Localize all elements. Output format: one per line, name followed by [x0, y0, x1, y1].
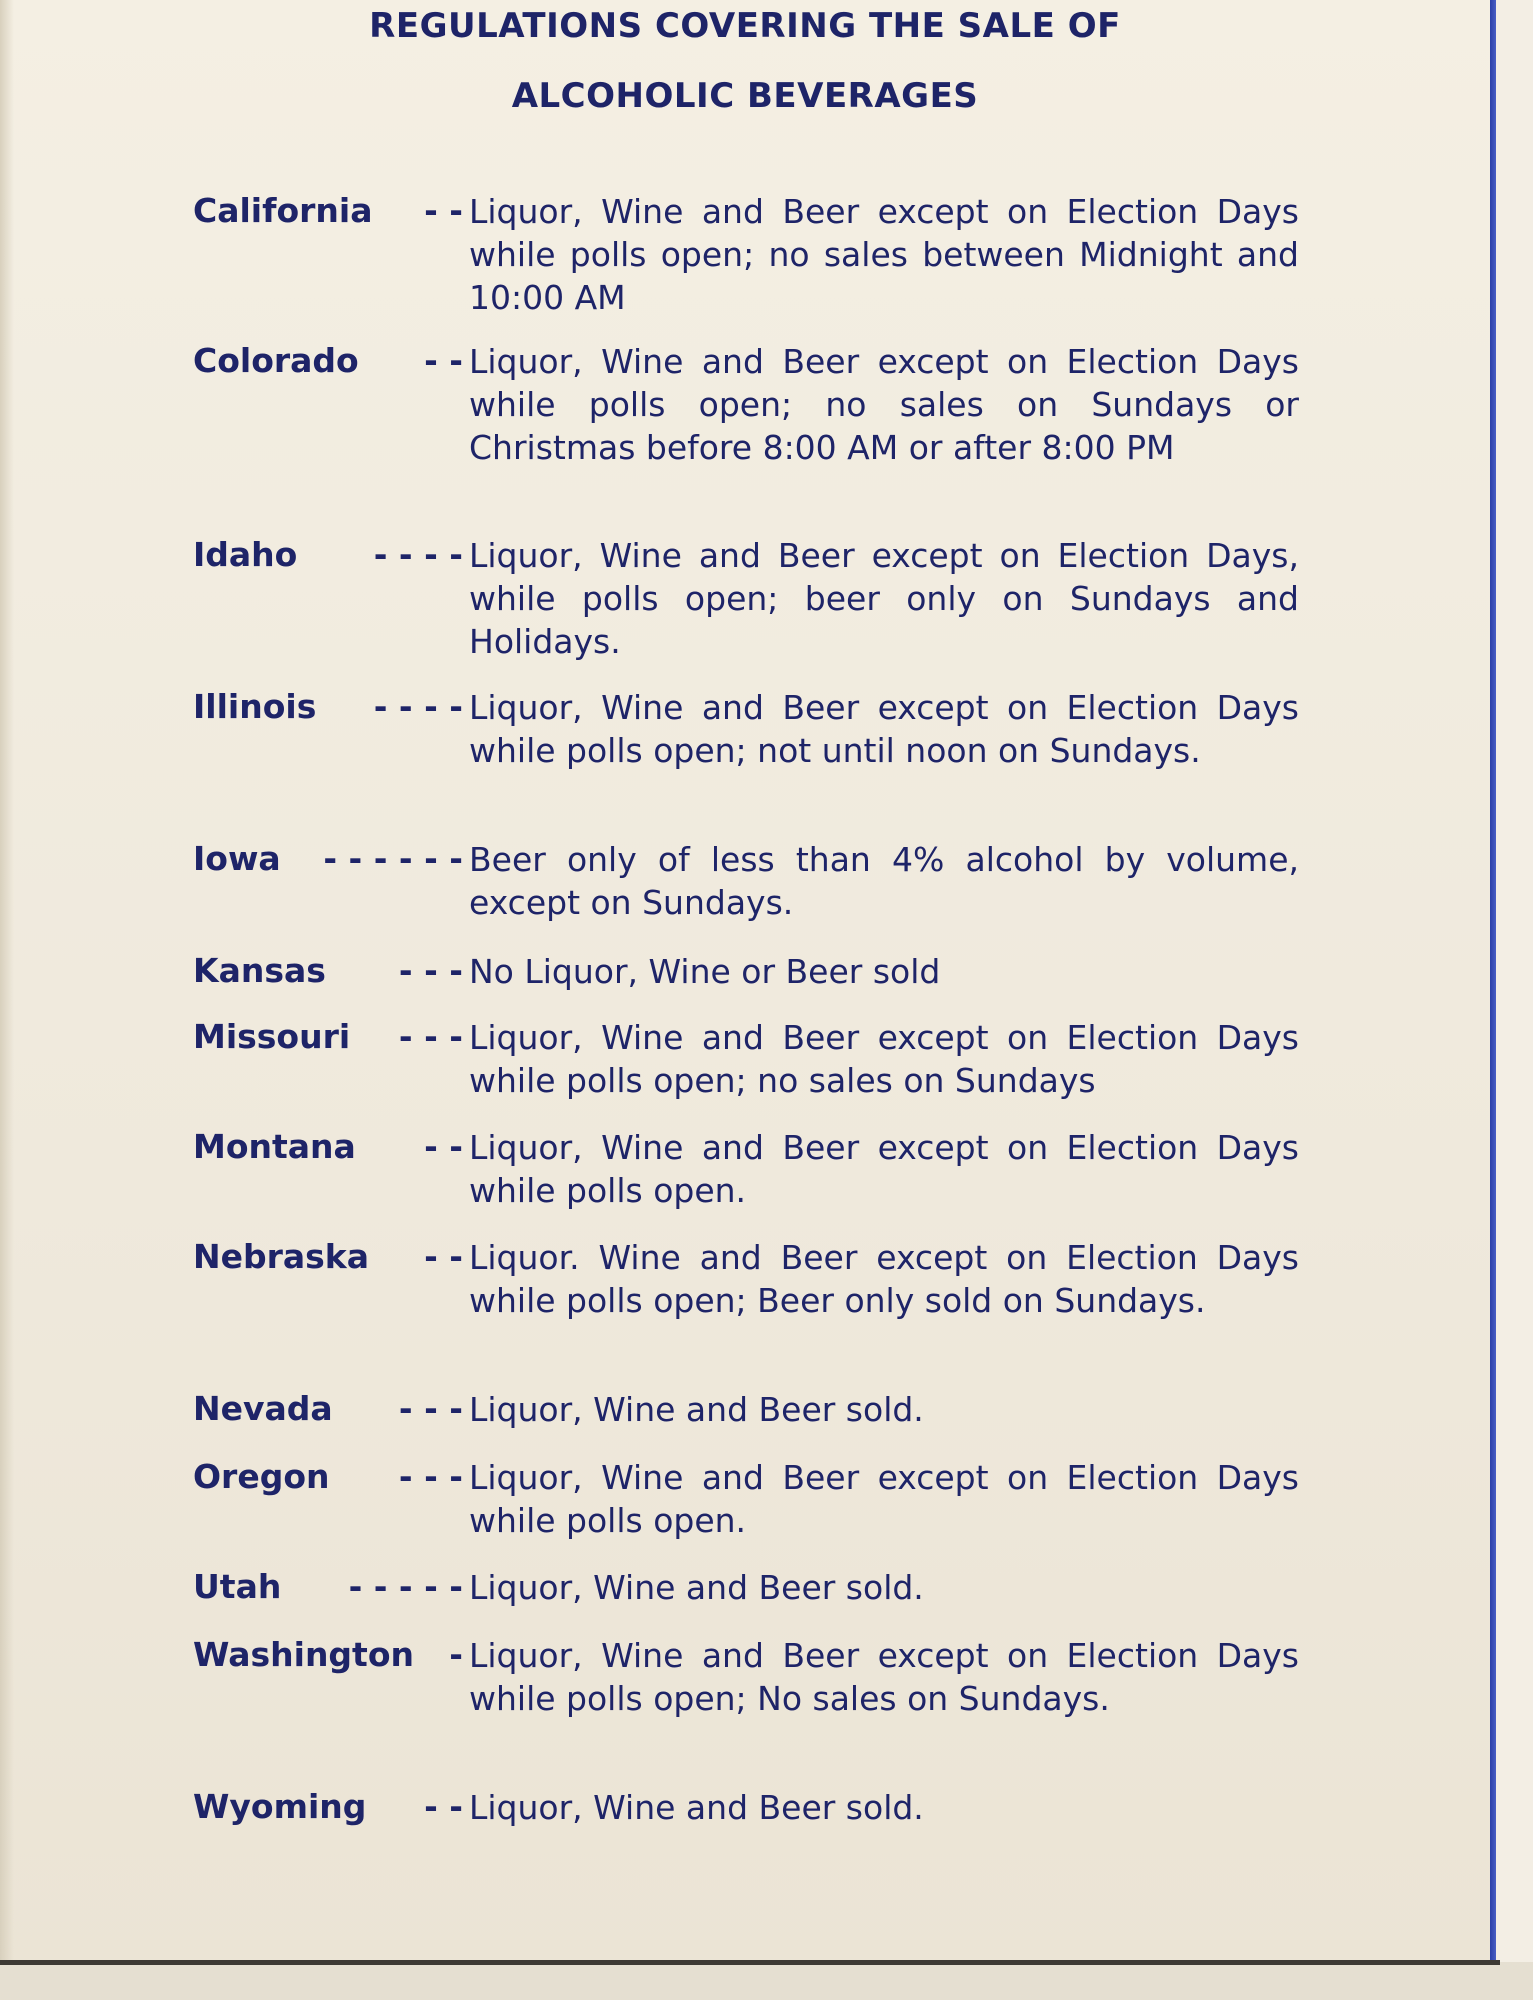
- bottom-page-edge: [0, 1962, 1533, 2000]
- state-name: Nevada: [193, 1389, 333, 1428]
- state-name: California: [193, 191, 373, 230]
- regulation-entry-washington: [193, 1634, 1343, 1786]
- dash-leader: - -: [424, 1787, 463, 1826]
- state-name: Montana: [193, 1127, 356, 1166]
- state-name: Oregon: [193, 1457, 330, 1496]
- dash-leader: - - -: [398, 1017, 463, 1056]
- regulation-entry-idaho: [193, 534, 1343, 686]
- spine-shadow: [0, 0, 14, 2000]
- regulation-text: Liquor, Wine and Beer except on Election Days while polls open; not until noon on Sundays.: [469, 688, 1299, 770]
- regulation-text: Beer only of less than 4% alcohol by volume, except on Sundays.: [469, 840, 1299, 922]
- page-title-line-2: ALCOHOLIC BEVERAGES: [511, 76, 979, 116]
- regulation-text: Liquor, Wine and Beer except on Election Days while polls open; no sales on Sundays: [469, 1018, 1299, 1100]
- state-name: Missouri: [193, 1017, 351, 1056]
- regulation-entry-missouri: [193, 1016, 1343, 1126]
- dash-leader: - - - - -: [348, 1567, 463, 1606]
- regulation-entry-wyoming: [193, 1786, 1343, 1846]
- regulations-list: [193, 190, 1343, 1846]
- regulation-entry-nebraska: [193, 1236, 1343, 1388]
- dash-leader: - -: [424, 1127, 463, 1166]
- state-name: Nebraska: [193, 1237, 370, 1276]
- dash-leader: - - -: [398, 951, 463, 990]
- state-name: Wyoming: [193, 1787, 367, 1826]
- bottom-cover-edge: [0, 1960, 1500, 1965]
- right-page-edge: [1490, 0, 1533, 2000]
- dash-leader: -: [449, 1635, 463, 1674]
- dash-leader: - - - - - -: [323, 839, 463, 878]
- page-title-line-1: REGULATIONS COVERING THE SALE OF: [369, 6, 1121, 46]
- state-name: Idaho: [193, 535, 298, 574]
- state-name: Iowa: [193, 839, 281, 878]
- regulation-text: Liquor, Wine and Beer sold.: [469, 1390, 924, 1429]
- state-name: Utah: [193, 1567, 282, 1606]
- regulation-text: Liquor, Wine and Beer sold.: [469, 1568, 924, 1607]
- regulation-entry-montana: [193, 1126, 1343, 1236]
- regulation-text: Liquor, Wine and Beer except on Election Days, while polls open; beer only on Sundays and Holidays.: [469, 536, 1299, 661]
- dash-leader: - - - -: [373, 535, 463, 574]
- regulation-text: Liquor, Wine and Beer except on Election Days while polls open.: [469, 1128, 1299, 1210]
- regulation-entry-california: [193, 190, 1343, 340]
- dash-leader: - - -: [398, 1389, 463, 1428]
- state-name: Kansas: [193, 951, 326, 990]
- regulation-text: Liquor, Wine and Beer except on Election Days while polls open; no sales on Sundays or Christmas before 8:00 AM or after 8:00 PM: [469, 342, 1299, 467]
- regulation-text: Liquor. Wine and Beer except on Election Days while polls open; Beer only sold on Sundays.: [469, 1238, 1299, 1320]
- dash-leader: - - - -: [373, 687, 463, 726]
- state-name: Washington: [193, 1635, 414, 1674]
- regulation-entry-iowa: [193, 838, 1343, 950]
- dash-leader: - -: [424, 191, 463, 230]
- dash-leader: - -: [424, 1237, 463, 1276]
- regulation-text: Liquor, Wine and Beer sold.: [469, 1788, 924, 1827]
- blue-cover-edge: [1490, 0, 1496, 1980]
- regulation-entry-kansas: [193, 950, 1343, 1016]
- regulation-text: Liquor, Wine and Beer except on Election Days while polls open; No sales on Sundays.: [469, 1636, 1299, 1718]
- state-name: Illinois: [193, 687, 317, 726]
- regulation-text: Liquor, Wine and Beer except on Election Days while polls open; no sales between Midnight and 10:00 AM: [469, 192, 1299, 317]
- regulation-entry-utah: [193, 1566, 1343, 1634]
- dash-leader: - -: [424, 341, 463, 380]
- dash-leader: - - -: [398, 1457, 463, 1496]
- regulation-entry-colorado: [193, 340, 1343, 534]
- state-name: Colorado: [193, 341, 359, 380]
- regulation-text: No Liquor, Wine or Beer sold: [469, 952, 941, 991]
- regulation-text: Liquor, Wine and Beer except on Election Days while polls open.: [469, 1458, 1299, 1540]
- regulation-entry-oregon: [193, 1456, 1343, 1566]
- regulation-entry-illinois: [193, 686, 1343, 838]
- regulation-entry-nevada: [193, 1388, 1343, 1456]
